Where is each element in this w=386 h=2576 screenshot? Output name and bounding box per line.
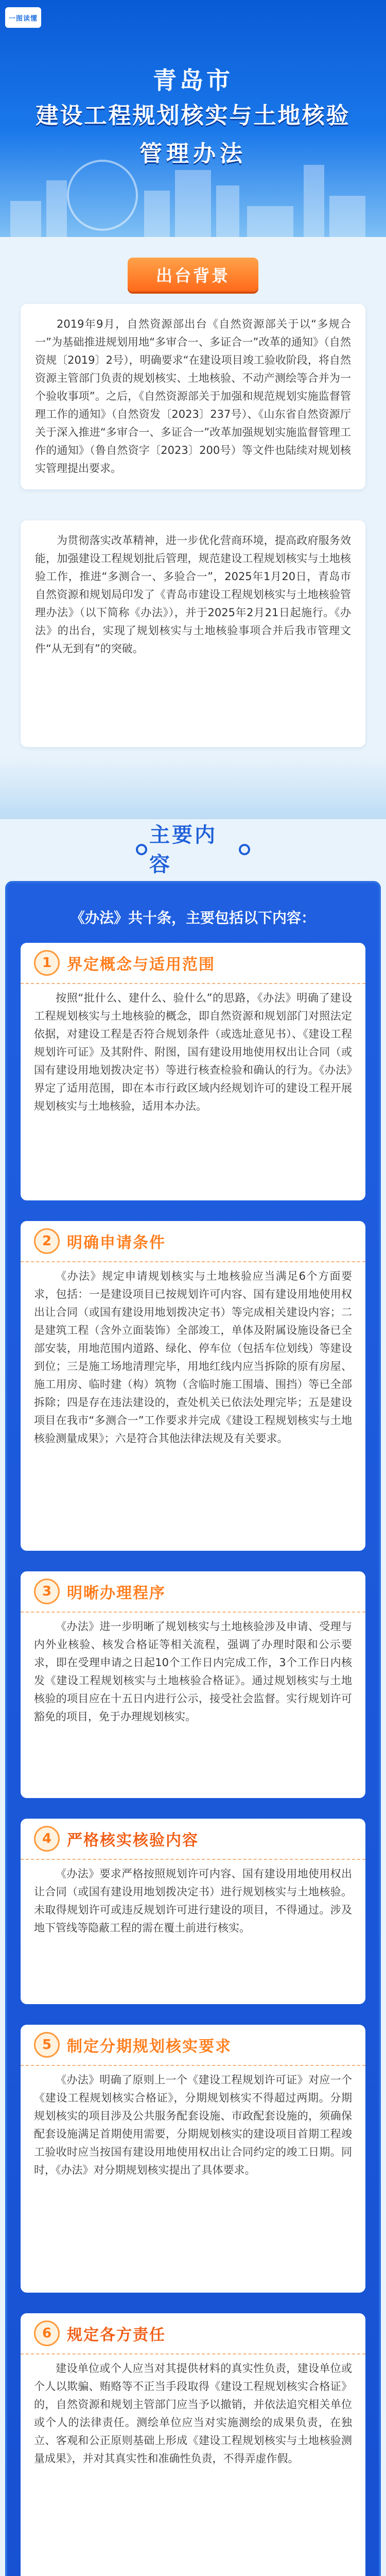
background-section-tab: 出台背景 <box>128 258 258 292</box>
section-number: 1 <box>34 950 60 976</box>
section-header <box>21 1819 365 1860</box>
section-text: 按照“批什么、建什么、验什么”的思路，《办法》明确了建设工程规划核实与土地核验的概念，即自然资源和规划部门对照法定依据，对建设工程是否符合规划条件（或选址意见书）、《建设工程规划许可证》及其附件、附图，国有建设用地使用权出让合同（或国有建设用地划拨决定书）等进行核查检验和确认的行为。《办法》界定了适用范围，即在本市行政区域内经规划许可的建设工程开展规划核实与土地核验，适用本办法。 <box>34 992 352 1112</box>
section-text: 《办法》规定申请规划核实与土地核验应当满足6个方面要求，包括：一是建设项目已按规划许可内容、国有建设用地使用权出让合同（或国有建设用地划拨决定书）等完成相关建设内容；二是建筑工程（含外立面装饰）全部竣工，单体及附属设施设备已全部安装，用地范围内道路、绿化、停车位（包括车位划线）等建设到位；三是施工场地清理完毕，用地红线内应当拆除的原有房屋、施工用房、临时建（构）筑物（含临时施工围墙、围挡）等已全部拆除；四是存在违法建设的，查处机关已依法处理完毕；五是建设项目在我市“多测合一”工作要求并完成《建设工程规划核实与土地核验测量成果》；六是符合其他法律法规及有关要求。 <box>34 1270 352 1445</box>
section-title: 严格核实核验内容 <box>67 1832 199 1850</box>
main-content-heading: 主要内容 <box>149 829 237 867</box>
section-title: 制定分期规划核实要求 <box>67 2038 232 2056</box>
section-text: 建设单位或个人应当对其提供材料的真实性负责，建设单位或个人以欺骗、贿赂等不正当手段取得《建设工程规划核实合格证》的，自然资源和规划主管部门应当予以撤销，并依法追究相关单位或个人的法律责任。测绘单位应当对实施测绘的成果负责，在独立、客观和公正原则基础上形成《建设工程规划核实与土地核验测量成果》，并对其真实性和准确性负责，不得弄虚作假。 <box>34 2362 352 2465</box>
section-title: 明晰办理程序 <box>67 1584 166 1602</box>
section-header <box>21 2313 365 2354</box>
page-title: 建设工程规划核实与土地核验 <box>36 103 350 129</box>
section-5 <box>21 2025 365 2293</box>
background-paragraph-2: 为贯彻落实改革精神，进一步优化营商环境，提高政府服务效能，加强建设工程规划批后管理，规范建设工程规划核实与土地核验工作，推进“多测合一、多验合一”，2025年1月20日，青岛市自然资源和规划局印发了《青岛市建设工程规划核实与土地核验管理办法》（以下简称《办法》），并于2025年2月21日起施行。《办法》的出台，实现了规划核实与土地核验事项合并后我市管理文件“从无到有”的突破。 <box>35 534 351 655</box>
header-banner <box>0 0 386 237</box>
series-badge: 一图读懂 <box>5 7 41 28</box>
section-number: 6 <box>34 2320 60 2346</box>
section-2 <box>21 1221 365 1551</box>
section-1 <box>21 943 365 1200</box>
section-header <box>21 943 365 984</box>
section-6 <box>21 2313 365 2576</box>
section-number: 3 <box>34 1579 60 1604</box>
section-text: 《办法》明确了原则上一个《建设工程规划许可证》对应一个《建设工程规划核实合格证》，分期规划核实不得超过两期。分期规划核实的项目涉及公共服务配套设施、市政配套设施的，须确保配套设施满足首期使用需要，分期规划核实的建设项目首期工程竣工验收时应当按国有建设用地使用权出让合同约定的竣工日期。同时，《办法》对分期规划核实提出了具体要求。 <box>34 2074 352 2176</box>
background-paragraph-1: 2019年9月，自然资源部出台《自然资源部关于以“多规合一”为基础推进规划用地“多审合一、多证合一”改革的通知》（自然资规〔2019〕2号），明确要求“在建设项目竣工验收阶段，将自然资源主管部门负责的规划核实、土地核验、不动产测绘等合并为一个验收事项”。之后，《自然资源部关于加强和规范规划实施监督管理工作的通知》（自然资发〔2023〕237号）、《山东省自然资源厅关于深入推进“多审合一、多证合一”改革加强规划实施监督管理工作的通知》（鲁自然资字〔2023〕200号）等文件也陆续对规划核实管理提出要求。 <box>35 318 351 474</box>
city-title: 青岛市 <box>153 66 233 94</box>
city-skyline-illustration <box>0 160 386 237</box>
main-content-intro: 《办法》共十条，主要包括以下内容： <box>70 909 315 926</box>
section-number: 5 <box>34 2032 60 2058</box>
section-header <box>21 2025 365 2066</box>
section-title: 明确申请条件 <box>67 1234 166 1252</box>
section-header <box>21 1571 365 1613</box>
section-header <box>21 1221 365 1262</box>
section-title: 规定各方责任 <box>67 2326 166 2344</box>
section-title: 界定概念与适用范围 <box>67 956 215 974</box>
page-subtitle: 管理办法 <box>139 141 247 167</box>
background-card-2 <box>21 520 365 747</box>
section-text: 《办法》要求严格按照规划许可内容、国有建设用地使用权出让合同（或国有建设用地划拨决定书）进行规划核实与土地核验。未取得规划许可或违反规划许可进行建设的项目，不得通过。涉及地下管线等隐蔽工程的需在覆土前进行核实。 <box>34 1868 352 1934</box>
section-text: 《办法》进一步明晰了规划核实与土地核验涉及申请、受理与内外业核验、核发合格证等相关流程，强调了办理时限和公示要求，即在受理申请之日起10个工作日内完成工作，3个工作日内核发《建设工程规划核实与土地核验合格证》。通过规划核实与土地核验的项目应在十五日内进行公示，接受社会监督。实行规划许可豁免的项目，免于办理规划核实。 <box>34 1620 352 1723</box>
section-3 <box>21 1571 365 1798</box>
section-number: 2 <box>34 1228 60 1254</box>
background-card-1 <box>21 304 365 489</box>
section-number: 4 <box>34 1826 60 1852</box>
section-4 <box>21 1819 365 2004</box>
decorative-wave <box>0 757 386 819</box>
